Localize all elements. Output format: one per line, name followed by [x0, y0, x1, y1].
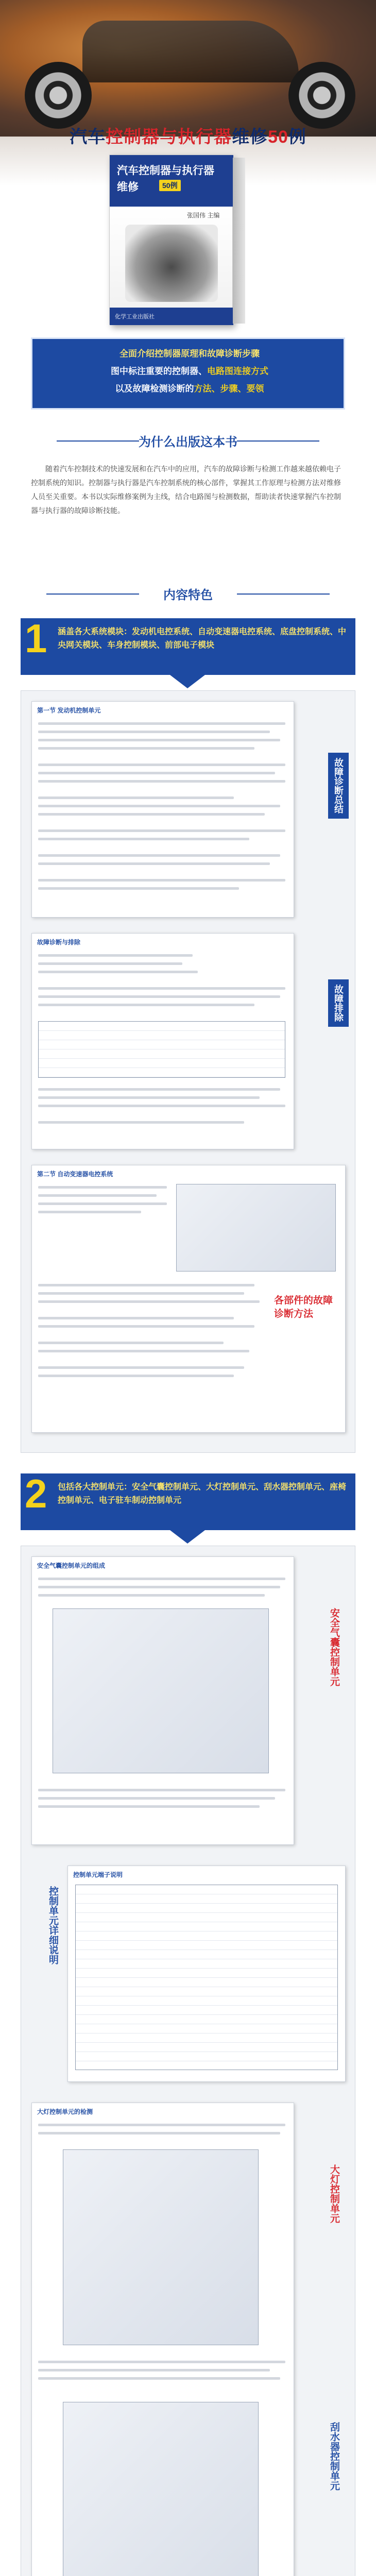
sample-page [31, 933, 294, 1149]
sample-page-heading: 第一节 发动机控制单元 [37, 707, 101, 714]
text-line [38, 1105, 285, 1107]
text-line [38, 887, 239, 890]
front-wheel-shape [25, 62, 92, 129]
text-line [38, 1194, 157, 1197]
book-cover-title: 汽车控制器与执行器 [117, 165, 214, 177]
hero-title-highlight: 控制器与执行器 [106, 127, 232, 147]
text-line [38, 1375, 234, 1377]
text-line [38, 1578, 285, 1580]
book-cover-subtitle: 维修 [117, 181, 139, 193]
summary-line [32, 381, 347, 394]
text-line [38, 813, 265, 816]
text-line [38, 862, 270, 865]
text-line [38, 954, 193, 957]
text-line [38, 772, 275, 774]
book-cover-header [110, 155, 233, 207]
callout-label: 各部件的故障诊断方法 [274, 1295, 333, 1319]
text-line [38, 2369, 270, 2371]
text-line [38, 2377, 280, 2380]
car-window-shape [82, 21, 299, 82]
summary-highlight: 方法、步骤、要领 [194, 384, 264, 394]
text-line [38, 1211, 141, 1213]
text-line [38, 731, 270, 733]
callout-label: 大灯控制单元 [329, 2164, 339, 2223]
sample-page [31, 1556, 294, 1845]
sample-page [31, 701, 294, 918]
text-line [38, 722, 285, 725]
text-line [38, 962, 182, 965]
callout-label: 控制单元详细说明 [47, 1886, 58, 1964]
feature-text: 包括各大控制单元：安全气囊控制单元、大灯控制单元、刮水器控制单元、座椅控制单元、电子驻车制动控制单元 [58, 1483, 347, 1505]
text-line [38, 764, 285, 766]
text-line [38, 796, 234, 799]
text-line [38, 971, 198, 973]
sample-page [67, 1866, 346, 2082]
text-line [38, 1797, 275, 1800]
sample-page-heading: 控制单元端子说明 [73, 1871, 123, 1878]
hero-banner [0, 0, 376, 422]
text-line [38, 739, 280, 741]
why-paragraph: 随着汽车控制技术的快速发展和在汽车中的应用，汽车的故障诊断与检测工作越来越依赖电子控制系统的知识。控制器与执行器是汽车控制系统的核心部件，掌握其工作原理与检测方法对维修人员至关重要。本书以实际维修案例为主线，结合电路图与检测数据，帮助读者快速掌握汽车控制器与执行器的故障诊断技能。 [31, 465, 341, 515]
sample-page-heading: 大灯控制单元的检测 [37, 2108, 93, 2115]
text-line [38, 1202, 167, 1205]
callout-label: 刮水器控制单元 [329, 2422, 339, 2490]
text-line [38, 1317, 234, 1319]
sample-page [31, 2103, 294, 2576]
sample-page-heading: 故障诊断与排除 [37, 939, 81, 946]
text-line [38, 1789, 285, 1791]
text-line [38, 747, 254, 750]
text-line [38, 2124, 285, 2126]
summary-highlight: 电路图连接方式 [207, 366, 268, 376]
sample-pages-panel-1 [21, 690, 355, 1453]
hero-summary-box [31, 337, 345, 410]
hero-title [0, 123, 376, 148]
pin-table [75, 1885, 338, 2070]
feature-number: 2 [25, 1471, 47, 1516]
text-line [38, 829, 285, 832]
feature-banner-1 [21, 618, 355, 675]
sample-page-heading: 安全气囊控制单元的组成 [37, 1562, 106, 1569]
sample-pages-panel-2 [21, 1546, 355, 2576]
book-cover-engine-image [125, 225, 218, 302]
book-cover-publisher: 化学工业出版社 [115, 314, 155, 320]
summary-text: 图中标注重要的控制器、 [111, 366, 207, 376]
text-line [38, 854, 280, 857]
text-line [38, 1088, 280, 1091]
rear-wheel-shape [288, 62, 355, 129]
text-line [38, 1325, 254, 1328]
book-cover [109, 155, 233, 325]
hero-title-number: 50 [268, 127, 288, 147]
down-arrow-icon [170, 1530, 205, 1544]
text-line [38, 838, 249, 840]
book-spine [233, 158, 245, 324]
feature-text: 涵盖各大系统模块：发动机电控系统、自动变速器电控系统、底盘控制系统、中央网关模块、车身控制模块、前部电子模块 [58, 628, 347, 650]
text-line [38, 1121, 244, 1124]
text-line [38, 780, 285, 783]
text-line [38, 1004, 254, 1006]
text-line [38, 1292, 244, 1295]
side-tag-text: 故障排除 [333, 985, 344, 1022]
text-line [38, 2132, 280, 2134]
feature-number: 1 [25, 616, 47, 661]
text-line [38, 995, 280, 998]
why-section [0, 422, 376, 577]
sample-page [31, 1165, 346, 1433]
text-line [38, 1342, 224, 1344]
hero-title-part: 汽车 [70, 127, 106, 147]
airbag-diagram [53, 1608, 269, 1773]
down-arrow-icon [170, 675, 205, 688]
wiring-diagram [176, 1184, 336, 1272]
text-line [38, 1366, 244, 1369]
book-cover-author: 张国伟 主编 [187, 212, 220, 219]
side-tag [328, 753, 349, 819]
wiper-diagram [63, 2402, 259, 2576]
side-tag-text: 故障诊断总结 [333, 758, 344, 814]
side-tag [328, 979, 349, 1027]
book-cover-badge: 50例 [159, 180, 181, 191]
sample-table [38, 1021, 285, 1078]
text-line [38, 1300, 260, 1303]
hero-title-part: 维修 [232, 127, 268, 147]
sample-page-heading: 第二节 自动变速器电控系统 [37, 1171, 113, 1178]
section-title: 内容特色 [163, 587, 213, 602]
feature-banner-2 [21, 1473, 355, 1530]
summary-line: 全面介绍控制器原理和故障诊断步骤 [119, 349, 260, 359]
text-line [38, 1186, 167, 1189]
text-line [38, 1350, 249, 1352]
headlight-diagram [63, 2149, 259, 2345]
hero-title-part: 例 [288, 127, 306, 147]
hero-car-image [0, 0, 376, 137]
text-line [38, 2361, 285, 2363]
text-line [38, 1594, 265, 1597]
text-line [38, 1096, 260, 1099]
text-line [38, 987, 285, 990]
text-line [38, 1586, 280, 1588]
text-line [38, 1805, 260, 1808]
summary-text: 以及故障检测诊断的 [115, 384, 194, 394]
section-title: 为什么出版这本书 [139, 434, 237, 449]
text-line [38, 879, 285, 882]
summary-line [32, 364, 347, 377]
text-line [38, 1284, 254, 1286]
callout-label: 安全气囊控制单元 [329, 1608, 339, 1686]
text-line [38, 805, 280, 807]
